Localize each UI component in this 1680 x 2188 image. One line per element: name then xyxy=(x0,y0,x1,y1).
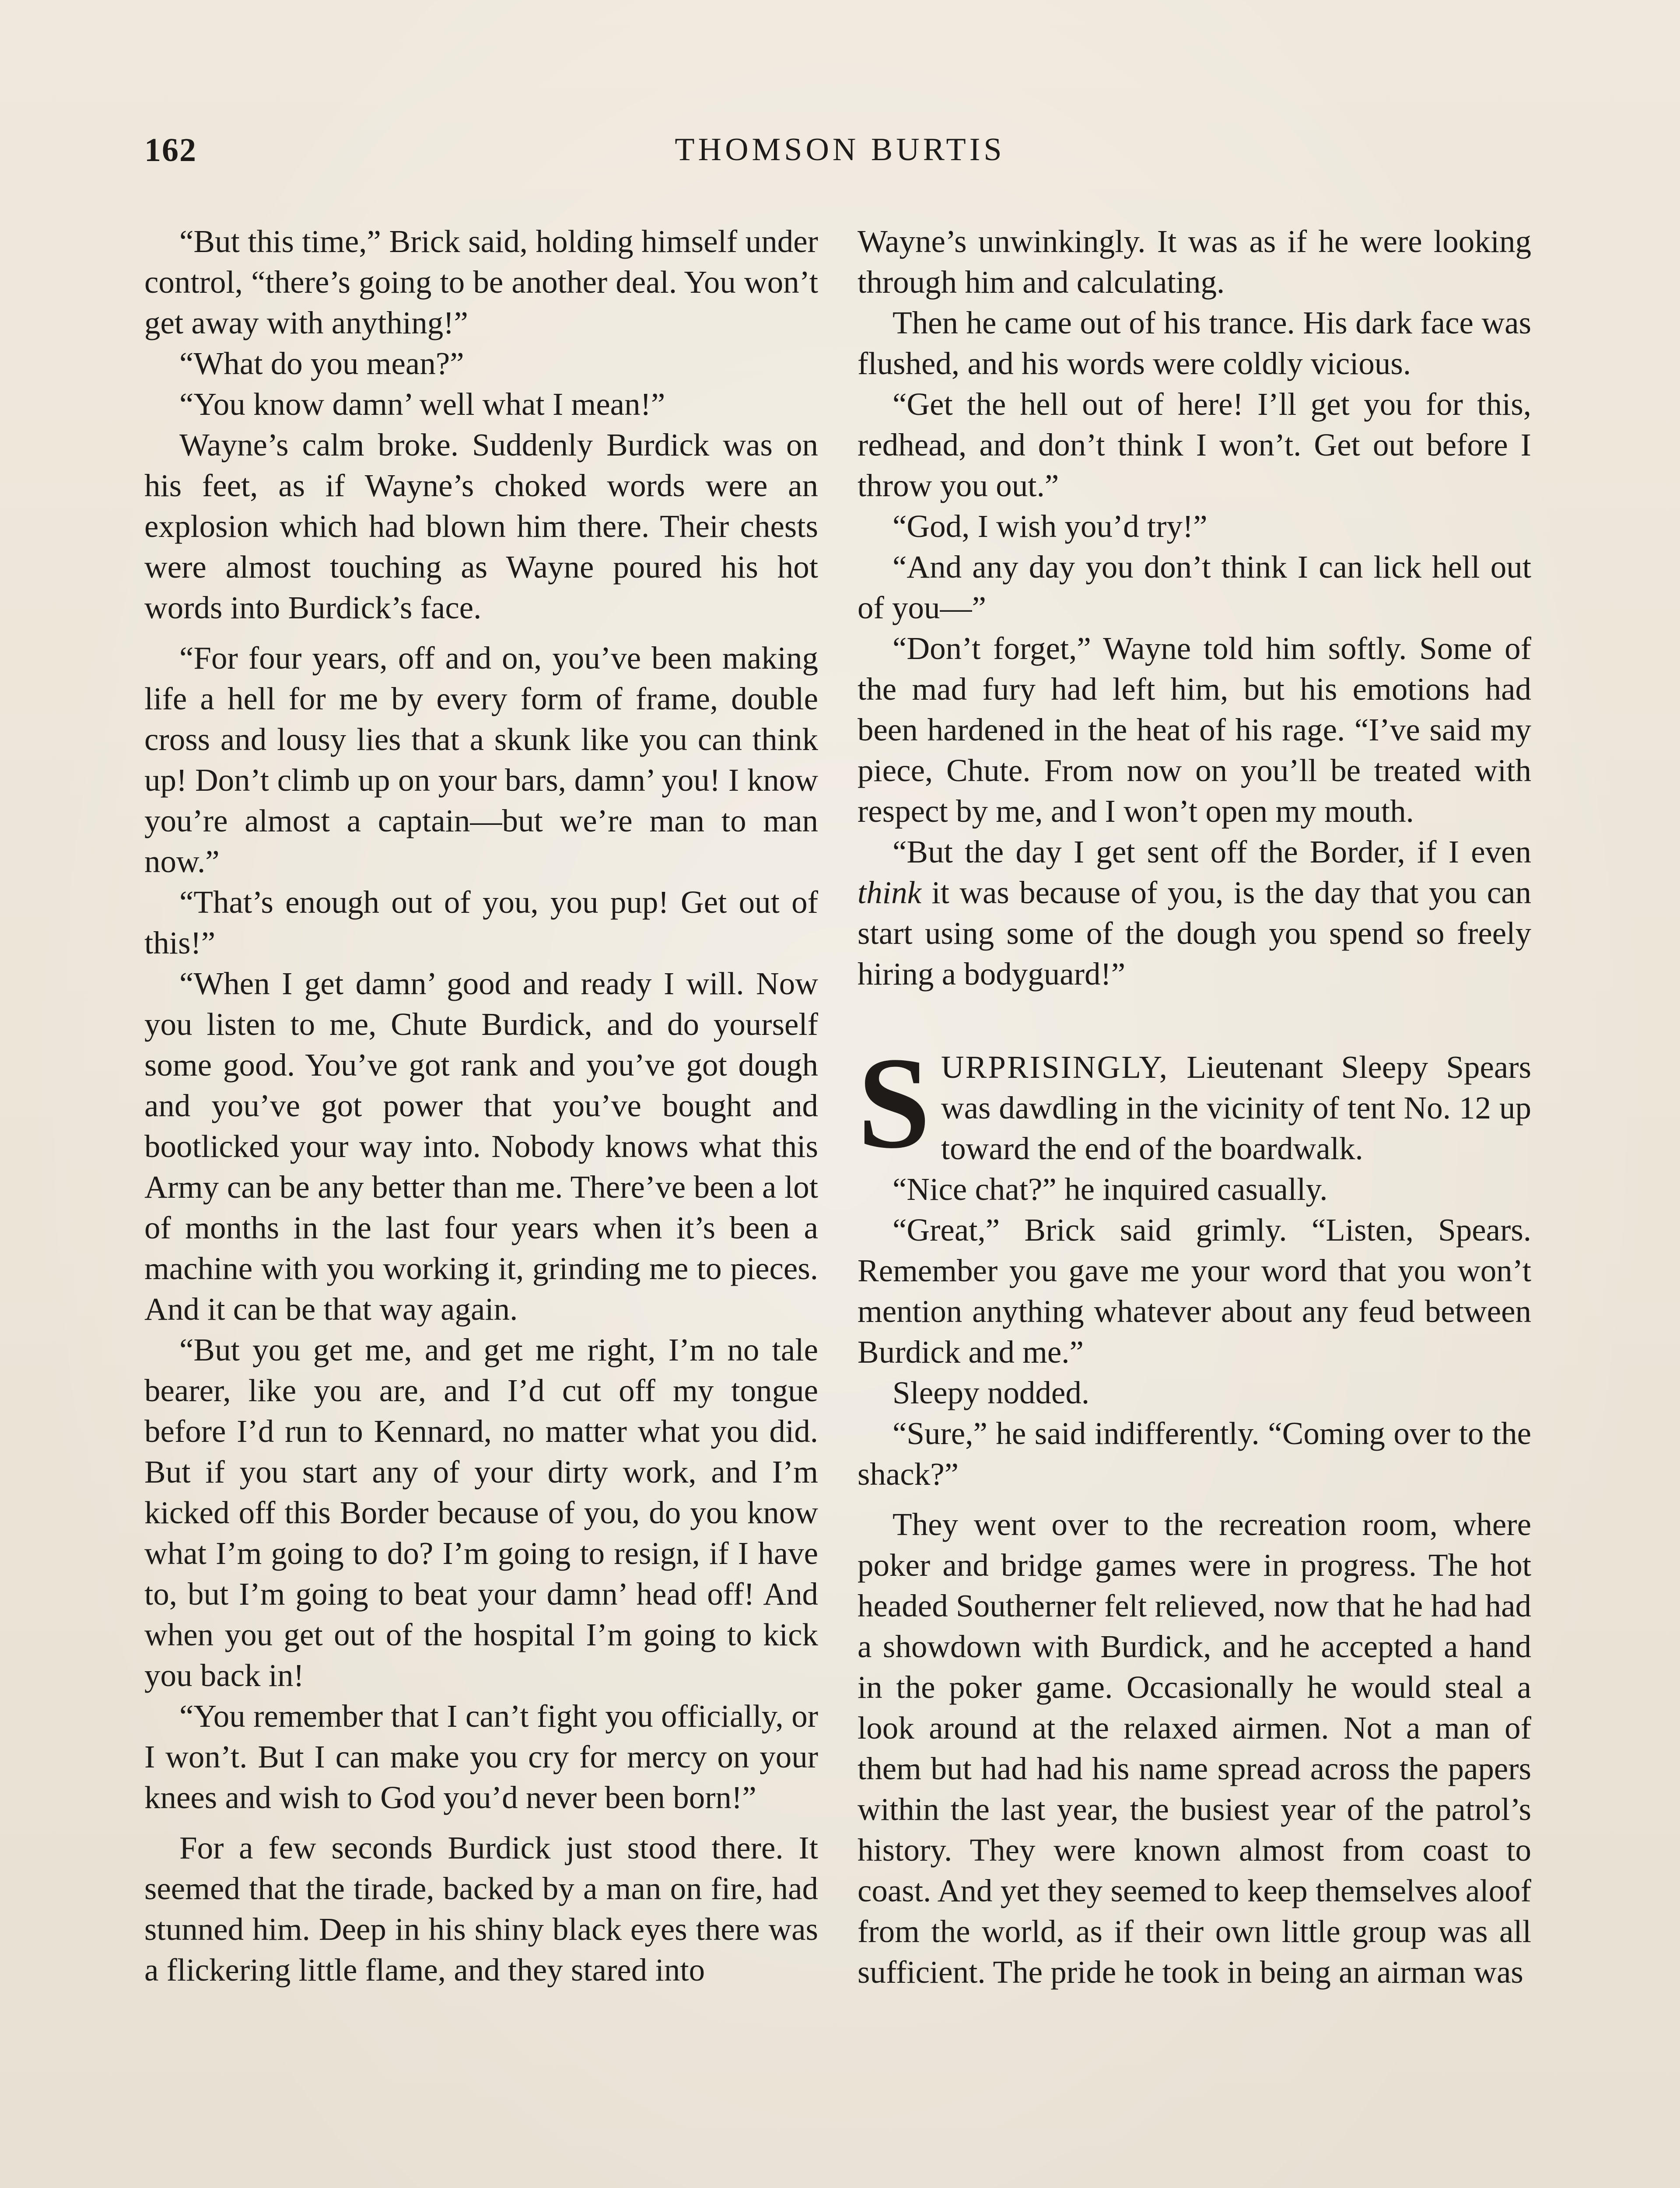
paragraph: “For four years, off and on, you’ve been making life a hell for me by every form of frame, double cross and lousy lies that a skunk like you can think up! Don’t climb up on your bars, damn’ you! I know you’re almost a captain—but we’re man to man now.” xyxy=(144,640,818,879)
right-text-column xyxy=(858,221,1531,1992)
page-number: 162 xyxy=(144,132,197,168)
paragraph: “God, I wish you’d try!” xyxy=(892,508,1208,544)
paragraph: “When I get damn’ good and ready I will. Now you listen to me, Chute Burdick, and do yourself some good. You’ve got rank and you’ve got dough and you’ve got power that you’ve bought and bootlicked your way into. Nobody knows what this Army can be any better than me. There’ve been a lot of months in the last four years when it’s been a machine with you working it, grinding me to pieces. And it can be that way again. xyxy=(144,966,818,1327)
paragraph: “That’s enough out of you, you pup! Get out of this!” xyxy=(144,884,818,961)
paragraph-text: it was because of you, is the day that you can start using some of the dough you spend so freely hiring a bodyguard!” xyxy=(858,875,1531,992)
section-opening-paragraph xyxy=(858,1030,1531,1175)
drop-cap: S xyxy=(858,1030,931,1175)
running-head-author: THOMSON BURTIS xyxy=(675,132,1005,168)
emphasized-word: think xyxy=(858,875,921,910)
paragraph: “Get the hell out of here! I’ll get you for this, redhead, and don’t think I won’t. Get out before I throw you out.” xyxy=(858,386,1531,503)
paragraph: “You know damn’ well what I mean!” xyxy=(179,386,665,422)
paragraph: Wayne’s calm broke. Suddenly Burdick was on his feet, as if Wayne’s choked words were an explosion which had blown him there. Their chests were almost touching as Wayne poured his hot words into Burdick’s face. xyxy=(144,427,818,625)
page-header xyxy=(144,131,1536,179)
paragraph: “But you get me, and get me right, I’m no tale bearer, like you are, and I’d cut off my tongue before I’d run to Kennard, no matter what you did. But if you start any of your dirty work, and I’m kicked off this Border because of you, do you know what I’m going to do? I’m going to resign, if I have to, but I’m going to beat your damn’ head off! And when you get out of the hospital I’m going to kick you back in! xyxy=(144,1332,818,1693)
lead-in-caps: URPRISINGLY, xyxy=(941,1049,1169,1085)
paragraph: Sleepy nodded. xyxy=(892,1375,1090,1410)
paragraph: “You remember that I can’t fight you officially, or I won’t. But I can make you cry for mercy on your knees and wish to God you’d never been born!” xyxy=(144,1698,818,1815)
paragraph: “But this time,” Brick said, holding himself under control, “there’s going to be another deal. You won’t get away with anything!” xyxy=(144,224,818,340)
paragraph: “What do you mean?” xyxy=(179,346,464,381)
paragraph: Wayne’s unwinkingly. It was as if he were looking through him and calculating. xyxy=(858,224,1531,300)
paragraph: “Great,” Brick said grimly. “Listen, Spears. Remember you gave me your word that you won’t mention anything whatever about any feud between Burdick and me.” xyxy=(858,1212,1531,1370)
paragraph xyxy=(858,831,1531,994)
paragraph-text: Lieutenant Sleepy Spears was dawdling in the vicinity of tent No. 12 up toward the end of the boardwalk. xyxy=(941,1049,1531,1166)
paragraph: They went over to the recreation room, where poker and bridge games were in progress. The hot headed Southerner felt relieved, now that he had had a showdown with Burdick, and he accepted a hand in the poker game. Occasionally he would steal a look around at the relaxed airmen. Not a man of them but had had his name spread across the papers within the last year, the busiest year of the patrol’s history. They were known almost from coast to coast. And yet they seemed to keep themselves aloof from the world, as if their own little group was all sufficient. The pride he took in being an airman was xyxy=(858,1507,1531,1990)
left-text-column xyxy=(144,221,818,1990)
paragraph: “And any day you don’t think I can lick hell out of you—” xyxy=(858,549,1531,625)
paragraph: Then he came out of his trance. His dark face was flushed, and his words were coldly vicious. xyxy=(858,305,1531,381)
paragraph: “Don’t forget,” Wayne told him softly. Some of the mad fury had left him, but his emotions had been hardened in the heat of his rage. “I’ve said my piece, Chute. From now on you’ll be treated with respect by me, and I won’t open my mouth. xyxy=(858,631,1531,829)
paragraph-text: “But the day I get sent off the Border, if I even xyxy=(892,834,1531,870)
paragraph: “Nice chat?” he inquired casually. xyxy=(892,1171,1328,1207)
paragraph: “Sure,” he said indifferently. “Coming over to the shack?” xyxy=(858,1416,1531,1492)
paragraph: For a few seconds Burdick just stood there. It seemed that the tirade, backed by a man on fire, had stunned him. Deep in his shiny black eyes there was a flickering little flame, and they stared into xyxy=(144,1830,818,1988)
